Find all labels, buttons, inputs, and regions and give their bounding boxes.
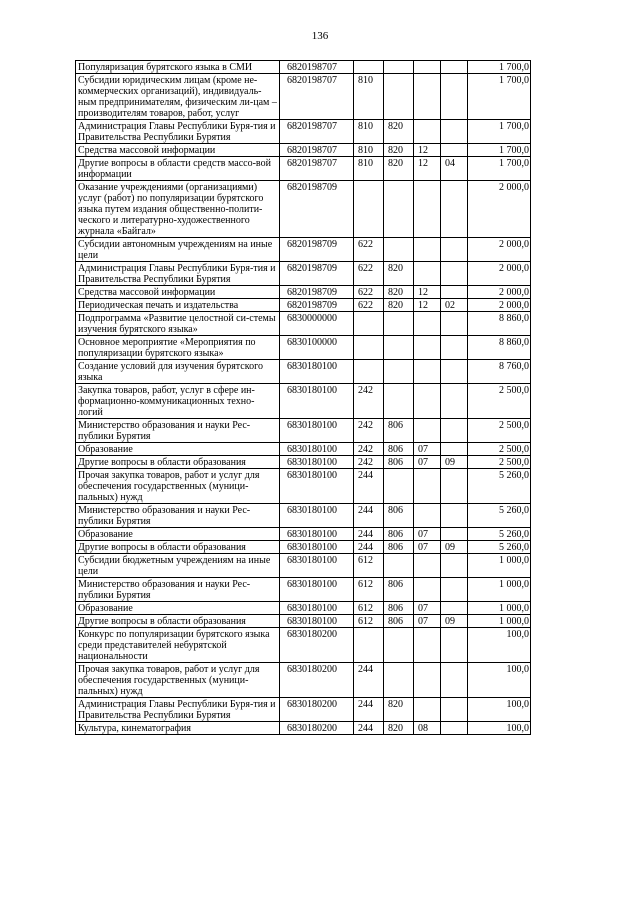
row-expense-type: 244 xyxy=(354,722,384,735)
table-row xyxy=(76,360,531,384)
row-ministry-code xyxy=(384,312,414,336)
row-code: 6820198707 xyxy=(280,144,354,157)
budget-table xyxy=(75,60,531,735)
table-row xyxy=(76,628,531,663)
row-amount: 5 260,0 xyxy=(468,469,531,504)
table-row xyxy=(76,419,531,443)
row-expense-type: 810 xyxy=(354,157,384,181)
row-subsection xyxy=(441,578,468,602)
row-section xyxy=(414,419,441,443)
row-section xyxy=(414,360,441,384)
row-section xyxy=(414,469,441,504)
row-ministry-code: 820 xyxy=(384,286,414,299)
row-code: 6820198709 xyxy=(280,262,354,286)
row-ministry-code xyxy=(384,181,414,238)
row-code: 6830180100 xyxy=(280,615,354,628)
row-ministry-code xyxy=(384,663,414,698)
row-subsection xyxy=(441,663,468,698)
table-row xyxy=(76,384,531,419)
row-section xyxy=(414,61,441,74)
row-subsection xyxy=(441,602,468,615)
table-row xyxy=(76,698,531,722)
row-amount: 1 000,0 xyxy=(468,578,531,602)
row-ministry-code xyxy=(384,238,414,262)
row-amount: 5 260,0 xyxy=(468,528,531,541)
row-expense-type xyxy=(354,628,384,663)
row-ministry-code xyxy=(384,384,414,419)
row-subsection xyxy=(441,384,468,419)
table-row xyxy=(76,120,531,144)
row-code: 6830180100 xyxy=(280,578,354,602)
row-expense-type: 612 xyxy=(354,615,384,628)
row-ministry-code: 820 xyxy=(384,120,414,144)
row-name: Образование xyxy=(76,443,280,456)
row-subsection: 09 xyxy=(441,615,468,628)
row-ministry-code: 820 xyxy=(384,262,414,286)
table-row xyxy=(76,469,531,504)
row-subsection xyxy=(441,722,468,735)
table-row xyxy=(76,456,531,469)
row-subsection xyxy=(441,262,468,286)
row-ministry-code: 820 xyxy=(384,698,414,722)
row-amount: 2 000,0 xyxy=(468,181,531,238)
table-row xyxy=(76,528,531,541)
row-name: Администрация Главы Республики Буря-тия и Правительства Республики Бурятия xyxy=(76,698,280,722)
table-row xyxy=(76,312,531,336)
row-name: Другие вопросы в области образования xyxy=(76,456,280,469)
row-code: 6830100000 xyxy=(280,336,354,360)
row-name: Подпрограмма «Развитие целостной си-стемы изучения бурятского языка» xyxy=(76,312,280,336)
row-subsection xyxy=(441,554,468,578)
row-ministry-code xyxy=(384,628,414,663)
row-subsection xyxy=(441,469,468,504)
table-row xyxy=(76,554,531,578)
row-code: 6830180100 xyxy=(280,504,354,528)
row-section: 07 xyxy=(414,602,441,615)
row-code: 6830180100 xyxy=(280,602,354,615)
row-section: 07 xyxy=(414,443,441,456)
row-section: 12 xyxy=(414,286,441,299)
row-code: 6830180100 xyxy=(280,528,354,541)
row-expense-type: 810 xyxy=(354,144,384,157)
row-expense-type: 622 xyxy=(354,299,384,312)
row-expense-type: 622 xyxy=(354,238,384,262)
table-row xyxy=(76,541,531,554)
table-row xyxy=(76,663,531,698)
row-code: 6830180100 xyxy=(280,419,354,443)
row-subsection xyxy=(441,74,468,120)
row-code: 6830180100 xyxy=(280,469,354,504)
row-section xyxy=(414,181,441,238)
row-amount: 2 000,0 xyxy=(468,238,531,262)
row-section xyxy=(414,238,441,262)
row-name: Закупка товаров, работ, услуг в сфере ин-формационно-коммуникационных техно-логий xyxy=(76,384,280,419)
row-amount: 2 500,0 xyxy=(468,443,531,456)
row-ministry-code: 806 xyxy=(384,504,414,528)
row-expense-type: 244 xyxy=(354,698,384,722)
row-amount: 100,0 xyxy=(468,698,531,722)
row-name: Основное мероприятие «Мероприятия по популяризации бурятского языка» xyxy=(76,336,280,360)
row-name: Средства массовой информации xyxy=(76,144,280,157)
row-subsection: 02 xyxy=(441,299,468,312)
row-section xyxy=(414,312,441,336)
row-expense-type xyxy=(354,181,384,238)
row-ministry-code xyxy=(384,554,414,578)
row-name: Администрация Главы Республики Буря-тия и Правительства Республики Бурятия xyxy=(76,262,280,286)
table-row xyxy=(76,144,531,157)
row-name: Другие вопросы в области образования xyxy=(76,541,280,554)
table-row xyxy=(76,74,531,120)
row-subsection: 09 xyxy=(441,541,468,554)
row-section: 08 xyxy=(414,722,441,735)
table-row xyxy=(76,299,531,312)
row-subsection xyxy=(441,419,468,443)
row-expense-type xyxy=(354,360,384,384)
row-expense-type: 244 xyxy=(354,469,384,504)
row-ministry-code: 820 xyxy=(384,157,414,181)
row-code: 6820198707 xyxy=(280,61,354,74)
row-section xyxy=(414,663,441,698)
row-section xyxy=(414,384,441,419)
row-subsection: 04 xyxy=(441,157,468,181)
row-ministry-code xyxy=(384,74,414,120)
row-amount: 2 500,0 xyxy=(468,419,531,443)
row-amount: 100,0 xyxy=(468,722,531,735)
row-name: Оказание учреждениями (организациями) услуг (работ) по популяризации бурятского языка путем издания общественно-полити-ческого и литературно-художественного журнала «Байгал» xyxy=(76,181,280,238)
row-code: 6830180100 xyxy=(280,456,354,469)
row-expense-type: 242 xyxy=(354,419,384,443)
row-amount: 1 700,0 xyxy=(468,120,531,144)
row-expense-type: 612 xyxy=(354,554,384,578)
table-row xyxy=(76,181,531,238)
row-section: 12 xyxy=(414,157,441,181)
row-ministry-code xyxy=(384,360,414,384)
row-amount: 1 700,0 xyxy=(468,61,531,74)
row-amount: 8 760,0 xyxy=(468,360,531,384)
row-code: 6820198709 xyxy=(280,238,354,262)
row-amount: 100,0 xyxy=(468,663,531,698)
row-code: 6830180100 xyxy=(280,541,354,554)
row-name: Министерство образования и науки Рес-публики Бурятия xyxy=(76,504,280,528)
row-code: 6820198709 xyxy=(280,299,354,312)
row-section xyxy=(414,628,441,663)
row-section: 07 xyxy=(414,528,441,541)
row-ministry-code xyxy=(384,469,414,504)
table-row xyxy=(76,443,531,456)
row-section xyxy=(414,554,441,578)
row-subsection xyxy=(441,286,468,299)
row-amount: 2 000,0 xyxy=(468,262,531,286)
row-expense-type: 622 xyxy=(354,286,384,299)
row-name: Периодическая печать и издательства xyxy=(76,299,280,312)
table-row xyxy=(76,504,531,528)
row-amount: 2 500,0 xyxy=(468,384,531,419)
row-amount: 1 700,0 xyxy=(468,144,531,157)
row-expense-type xyxy=(354,312,384,336)
row-ministry-code: 820 xyxy=(384,299,414,312)
row-expense-type: 622 xyxy=(354,262,384,286)
row-amount: 5 260,0 xyxy=(468,504,531,528)
row-ministry-code: 820 xyxy=(384,722,414,735)
row-ministry-code xyxy=(384,61,414,74)
row-amount: 5 260,0 xyxy=(468,541,531,554)
table-row xyxy=(76,336,531,360)
row-name: Культура, кинематография xyxy=(76,722,280,735)
row-code: 6830180200 xyxy=(280,722,354,735)
row-code: 6830180100 xyxy=(280,360,354,384)
row-section xyxy=(414,262,441,286)
row-section: 07 xyxy=(414,456,441,469)
row-name: Субсидии бюджетным учреждениям на иные цели xyxy=(76,554,280,578)
row-ministry-code: 806 xyxy=(384,528,414,541)
row-name: Создание условий для изучения бурятского языка xyxy=(76,360,280,384)
row-ministry-code xyxy=(384,336,414,360)
row-code: 6830180100 xyxy=(280,554,354,578)
row-code: 6830180100 xyxy=(280,384,354,419)
row-code: 6830180200 xyxy=(280,628,354,663)
row-name: Образование xyxy=(76,602,280,615)
row-expense-type: 242 xyxy=(354,384,384,419)
table-row xyxy=(76,262,531,286)
row-expense-type: 244 xyxy=(354,528,384,541)
row-amount: 2 000,0 xyxy=(468,286,531,299)
row-expense-type: 242 xyxy=(354,456,384,469)
row-name: Прочая закупка товаров, работ и услуг для обеспечения государственных (муници-пальных) нужд xyxy=(76,469,280,504)
row-amount: 1 000,0 xyxy=(468,602,531,615)
table-row xyxy=(76,722,531,735)
row-name: Субсидии автономным учреждениям на иные цели xyxy=(76,238,280,262)
row-name: Прочая закупка товаров, работ и услуг для обеспечения государственных (муници-пальных) нужд xyxy=(76,663,280,698)
row-expense-type: 244 xyxy=(354,663,384,698)
row-amount: 1 000,0 xyxy=(468,615,531,628)
row-name: Министерство образования и науки Рес-публики Бурятия xyxy=(76,578,280,602)
row-expense-type: 810 xyxy=(354,74,384,120)
row-expense-type: 612 xyxy=(354,578,384,602)
row-amount: 1 700,0 xyxy=(468,74,531,120)
row-name: Средства массовой информации xyxy=(76,286,280,299)
table-row xyxy=(76,157,531,181)
row-subsection xyxy=(441,120,468,144)
table-row xyxy=(76,615,531,628)
row-subsection xyxy=(441,628,468,663)
row-name: Субсидии юридическим лицам (кроме не-коммерческих организаций), индивидуаль-ным предпринимателям, физическим ли-цам – производителям товаров, работ, услуг xyxy=(76,74,280,120)
row-code: 6830180200 xyxy=(280,698,354,722)
row-name: Конкурс по популяризации бурятского языка среди представителей небурятской национальности xyxy=(76,628,280,663)
row-ministry-code: 806 xyxy=(384,443,414,456)
row-name: Администрация Главы Республики Буря-тия и Правительства Республики Бурятия xyxy=(76,120,280,144)
row-section xyxy=(414,504,441,528)
row-code: 6830000000 xyxy=(280,312,354,336)
row-amount: 8 860,0 xyxy=(468,336,531,360)
row-expense-type: 810 xyxy=(354,120,384,144)
row-section: 07 xyxy=(414,615,441,628)
row-subsection xyxy=(441,698,468,722)
table-row xyxy=(76,238,531,262)
row-section xyxy=(414,74,441,120)
row-subsection xyxy=(441,443,468,456)
row-ministry-code: 806 xyxy=(384,602,414,615)
row-expense-type: 244 xyxy=(354,541,384,554)
row-name: Другие вопросы в области образования xyxy=(76,615,280,628)
row-section xyxy=(414,698,441,722)
row-ministry-code: 806 xyxy=(384,456,414,469)
page-number: 136 xyxy=(311,30,329,42)
row-amount: 2 000,0 xyxy=(468,299,531,312)
row-amount: 1 700,0 xyxy=(468,157,531,181)
row-ministry-code: 820 xyxy=(384,144,414,157)
row-name: Другие вопросы в области средств массо-вой информации xyxy=(76,157,280,181)
row-subsection xyxy=(441,312,468,336)
table-row xyxy=(76,61,531,74)
row-amount: 2 500,0 xyxy=(468,456,531,469)
row-ministry-code: 806 xyxy=(384,578,414,602)
row-code: 6830180200 xyxy=(280,663,354,698)
row-ministry-code: 806 xyxy=(384,541,414,554)
row-subsection xyxy=(441,528,468,541)
row-section: 07 xyxy=(414,541,441,554)
row-subsection xyxy=(441,61,468,74)
row-section xyxy=(414,120,441,144)
row-ministry-code: 806 xyxy=(384,615,414,628)
budget-table-body xyxy=(76,61,531,735)
row-ministry-code: 806 xyxy=(384,419,414,443)
row-section: 12 xyxy=(414,299,441,312)
table-row xyxy=(76,286,531,299)
row-subsection xyxy=(441,336,468,360)
row-code: 6820198707 xyxy=(280,74,354,120)
row-code: 6820198707 xyxy=(280,120,354,144)
row-expense-type: 242 xyxy=(354,443,384,456)
row-code: 6820198709 xyxy=(280,181,354,238)
row-section xyxy=(414,578,441,602)
row-name: Популяризация бурятского языка в СМИ xyxy=(76,61,280,74)
table-row xyxy=(76,602,531,615)
row-subsection xyxy=(441,360,468,384)
row-subsection xyxy=(441,181,468,238)
row-code: 6830180100 xyxy=(280,443,354,456)
row-subsection xyxy=(441,504,468,528)
row-expense-type xyxy=(354,61,384,74)
row-expense-type: 612 xyxy=(354,602,384,615)
row-code: 6820198707 xyxy=(280,157,354,181)
row-name: Министерство образования и науки Рес-публики Бурятия xyxy=(76,419,280,443)
table-row xyxy=(76,578,531,602)
row-amount: 8 860,0 xyxy=(468,312,531,336)
row-name: Образование xyxy=(76,528,280,541)
row-subsection xyxy=(441,144,468,157)
row-amount: 1 000,0 xyxy=(468,554,531,578)
row-expense-type: 244 xyxy=(354,504,384,528)
row-subsection: 09 xyxy=(441,456,468,469)
row-code: 6820198709 xyxy=(280,286,354,299)
row-subsection xyxy=(441,238,468,262)
row-section: 12 xyxy=(414,144,441,157)
row-expense-type xyxy=(354,336,384,360)
row-amount: 100,0 xyxy=(468,628,531,663)
row-section xyxy=(414,336,441,360)
